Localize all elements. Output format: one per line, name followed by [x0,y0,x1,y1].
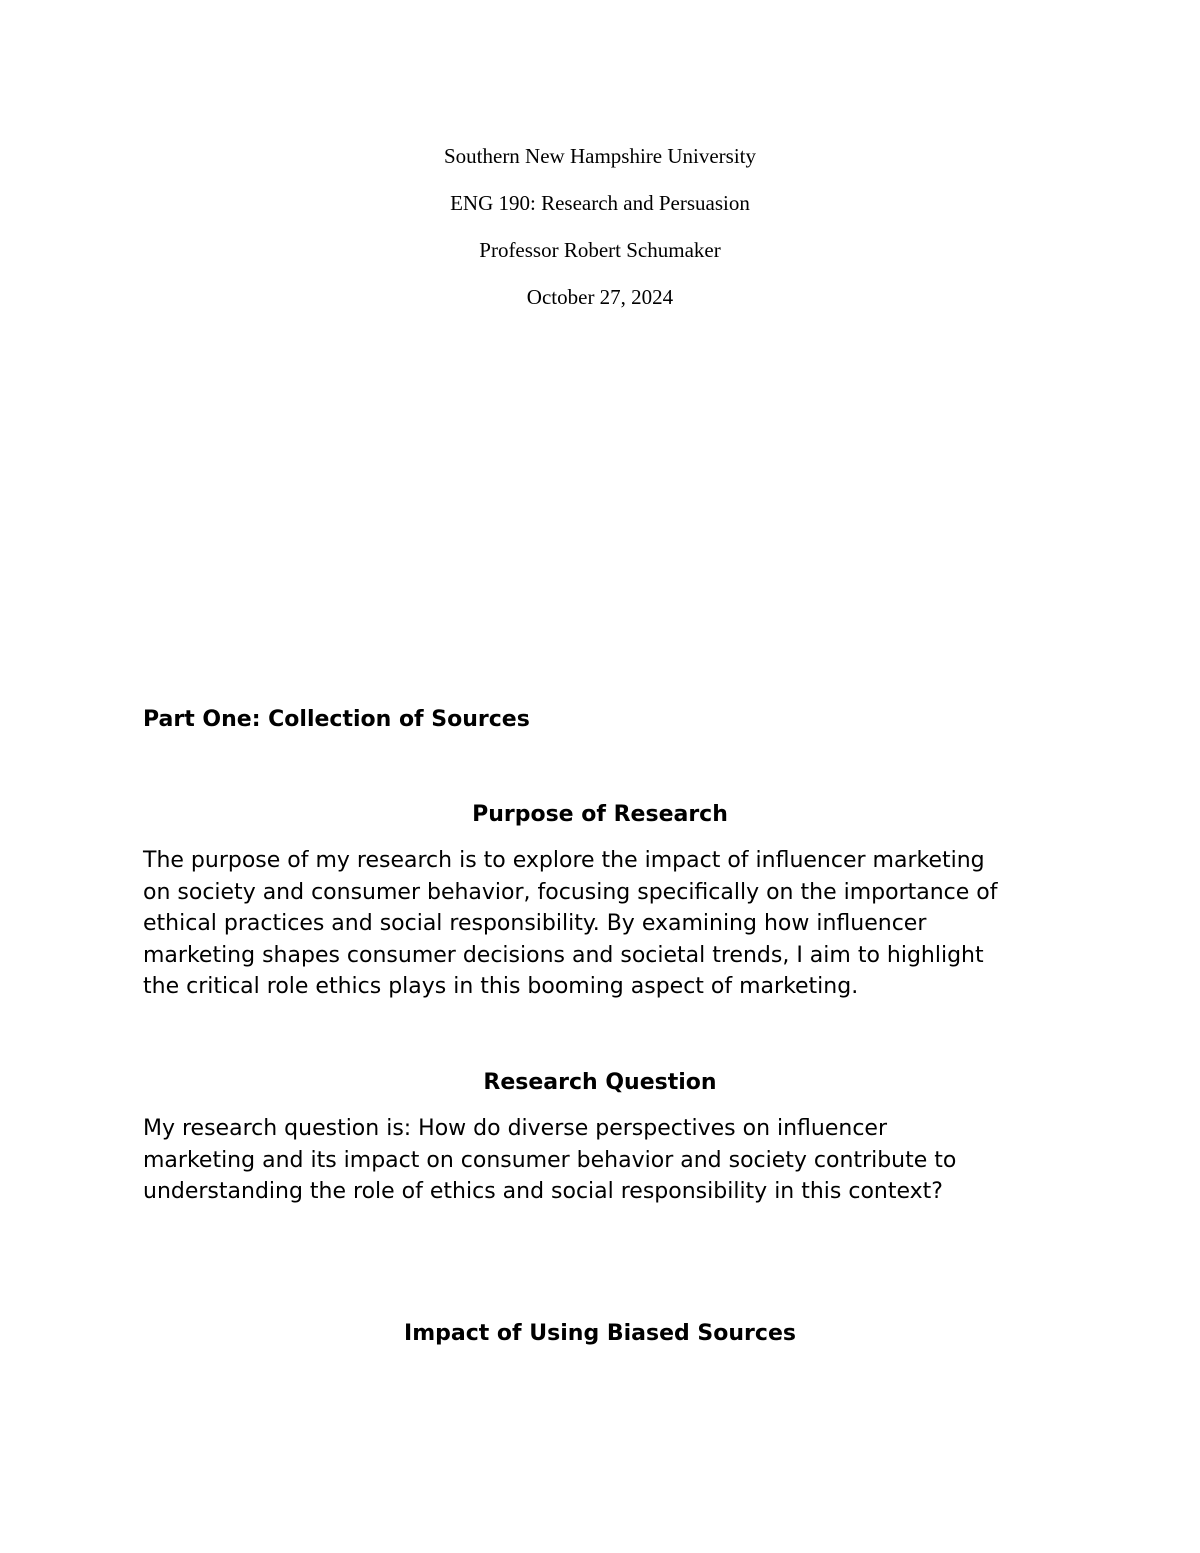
paragraph-line: the critical role ethics plays in this booming aspect of marketing. [143,974,859,1000]
submission-date: October 27, 2024 [526,285,674,309]
paragraph-line: understanding the role of ethics and social responsibility in this context? [143,1179,943,1205]
research-question-paragraph [143,1113,1083,1208]
paragraph-line: My research question is: How do diverse perspectives on influencer [143,1116,888,1141]
part-heading: Part One: Collection of Sources [143,707,530,732]
title-block [0,140,1200,328]
paragraph-line: ethical practices and social responsibility. By examining how influencer [143,911,927,937]
paragraph-line: The purpose of my research is to explore the impact of influencer marketing [143,848,985,873]
section-heading-research-question: Research Question [483,1070,717,1095]
professor-name: Professor Robert Schumaker [479,238,721,262]
paragraph-line: marketing and its impact on consumer behavior and society contribute to [143,1147,957,1173]
course-name: ENG 190: Research and Persuasion [450,191,750,215]
purpose-paragraph [143,845,1083,1003]
institution-name: Southern New Hampshire University [443,144,757,168]
section-heading-biased-sources: Impact of Using Biased Sources [404,1321,796,1346]
paragraph-line: marketing shapes consumer decisions and societal trends, I aim to highlight [143,942,984,968]
section-heading-purpose: Purpose of Research [472,802,728,827]
paragraph-line: on society and consumer behavior, focusing specifically on the importance of [143,879,998,905]
